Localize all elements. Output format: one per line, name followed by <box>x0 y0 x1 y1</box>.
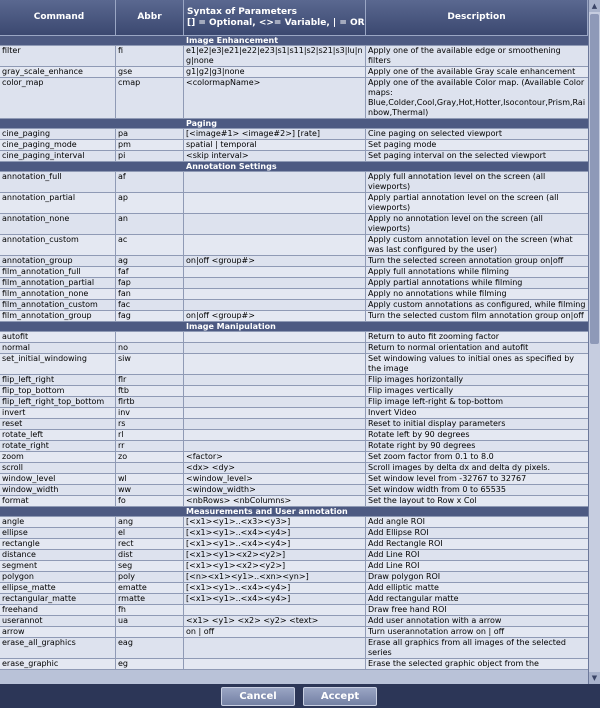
syntax-cell <box>184 375 366 385</box>
abbr-cell: rr <box>116 441 184 451</box>
syntax-cell <box>184 214 366 234</box>
command-cell: reset <box>0 419 116 429</box>
description-cell: Set window width from 0 to 65535 <box>368 485 506 494</box>
table-row[interactable] <box>0 235 588 256</box>
syntax-cell <box>184 278 366 288</box>
description-cell: Apply one of the available Color map. (Available Color maps: Blue,Colder,Cool,Gray,Hot,Hotter,Isocontour,Prism,Rainbow,Thermal) <box>368 78 586 117</box>
command-cell: normal <box>0 343 116 353</box>
abbr-cell: fag <box>116 311 184 321</box>
table-row[interactable] <box>0 496 588 507</box>
section-header <box>0 36 588 46</box>
abbr-cell: ac <box>116 235 184 255</box>
abbr-cell <box>116 332 184 342</box>
description-cell: Draw free hand ROI <box>368 605 447 614</box>
command-cell: autofit <box>0 332 116 342</box>
syntax-cell <box>184 267 366 277</box>
syntax-cell: on|off <group#> <box>184 311 366 321</box>
table-row[interactable] <box>0 172 588 193</box>
syntax-cell: [<x1><y1><x2><y2>] <box>184 561 366 571</box>
command-cell: zoom <box>0 452 116 462</box>
table-row[interactable] <box>0 441 588 452</box>
description-cell: Return to auto fit zooming factor <box>368 332 500 341</box>
description-cell: Erase all graphics from all images of the selected series <box>368 638 566 657</box>
description-cell: Set paging mode <box>368 140 437 149</box>
command-cell: color_map <box>0 78 116 118</box>
description-cell: Set windowing values to initial ones as specified by the image <box>368 354 575 373</box>
description-cell: Flip image left-right & top-bottom <box>368 397 504 406</box>
abbr-cell: flrtb <box>116 397 184 407</box>
abbr-cell: pa <box>116 129 184 139</box>
table-row[interactable] <box>0 594 588 605</box>
dialog-footer <box>0 684 600 708</box>
section-spacer <box>0 162 184 171</box>
description-cell: Apply custom annotation level on the screen (what was last configured by the user) <box>368 235 573 254</box>
description-cell: Rotate left by 90 degrees <box>368 430 470 439</box>
syntax-cell: g1|g2|g3|none <box>184 67 366 77</box>
table-row[interactable] <box>0 354 588 375</box>
syntax-cell: on|off <group#> <box>184 256 366 266</box>
table-row[interactable] <box>0 627 588 638</box>
command-cell: annotation_full <box>0 172 116 192</box>
command-cell: format <box>0 496 116 506</box>
syntax-cell: <factor> <box>184 452 366 462</box>
syntax-cell <box>184 354 366 374</box>
description-cell: Apply full annotations while filming <box>368 267 509 276</box>
abbr-cell: fap <box>116 278 184 288</box>
description-cell: Apply no annotation level on the screen (all viewports) <box>368 214 543 233</box>
description-cell: Add Line ROI <box>368 550 420 559</box>
section-spacer <box>0 36 184 45</box>
command-cell: filter <box>0 46 116 66</box>
command-cell: film_annotation_partial <box>0 278 116 288</box>
description-cell: Apply partial annotations while filming <box>368 278 523 287</box>
syntax-cell: [<x1><y1>..<x4><y4>] <box>184 539 366 549</box>
table-row[interactable] <box>0 528 588 539</box>
syntax-cell: <window_width> <box>184 485 366 495</box>
syntax-cell: <nbRows> <nbColumns> <box>184 496 366 506</box>
description-cell: Set the layout to Row x Col <box>368 496 477 505</box>
command-cell: gray_scale_enhance <box>0 67 116 77</box>
command-cell: annotation_group <box>0 256 116 266</box>
table-row[interactable] <box>0 419 588 430</box>
section-spacer <box>0 507 184 516</box>
syntax-cell: [<x1><y1><x2><y2>] <box>184 550 366 560</box>
table-row[interactable] <box>0 214 588 235</box>
section-header <box>0 162 588 172</box>
description-cell: Flip images horizontally <box>368 375 464 384</box>
abbr-cell: ang <box>116 517 184 527</box>
table-row[interactable] <box>0 78 588 119</box>
table-row[interactable] <box>0 332 588 343</box>
table-row[interactable] <box>0 517 588 528</box>
description-cell: Scroll images by delta dx and delta dy pixels. <box>368 463 551 472</box>
command-cell: window_width <box>0 485 116 495</box>
section-title: Measurements and User annotation <box>186 507 348 516</box>
header-abbr: Abbr <box>116 0 184 36</box>
abbr-cell: poly <box>116 572 184 582</box>
command-cell: angle <box>0 517 116 527</box>
table-row[interactable] <box>0 289 588 300</box>
section-spacer <box>0 322 184 331</box>
table-row[interactable] <box>0 485 588 496</box>
description-cell: Erase the selected graphic object from the <box>368 659 539 668</box>
abbr-cell <box>116 627 184 637</box>
syntax-cell <box>184 605 366 615</box>
description-cell: Add Line ROI <box>368 561 420 570</box>
header-command: Command <box>0 0 116 36</box>
command-cell: annotation_custom <box>0 235 116 255</box>
command-cell: ellipse <box>0 528 116 538</box>
section-title: Image Enhancement <box>186 36 279 45</box>
abbr-cell: ag <box>116 256 184 266</box>
abbr-cell: zo <box>116 452 184 462</box>
description-cell: Set zoom factor from 0.1 to 8.0 <box>368 452 494 461</box>
command-cell: erase_graphic <box>0 659 116 669</box>
command-cell: annotation_partial <box>0 193 116 213</box>
accept-button[interactable]: Accept <box>303 687 377 706</box>
abbr-cell: ftb <box>116 386 184 396</box>
cancel-button[interactable]: Cancel <box>221 687 295 706</box>
command-cell: film_annotation_none <box>0 289 116 299</box>
table-row[interactable] <box>0 386 588 397</box>
abbr-cell: pi <box>116 151 184 161</box>
syntax-cell <box>184 332 366 342</box>
abbr-cell: ua <box>116 616 184 626</box>
section-header <box>0 119 588 129</box>
abbr-cell: fh <box>116 605 184 615</box>
header-syntax: Syntax of Parameters [] = Optional, <>= Variable, | = OR <box>184 0 366 36</box>
command-cell: erase_all_graphics <box>0 638 116 658</box>
command-cell: flip_left_right_top_bottom <box>0 397 116 407</box>
syntax-cell: <dx> <dy> <box>184 463 366 473</box>
table-row[interactable] <box>0 452 588 463</box>
abbr-cell: ematte <box>116 583 184 593</box>
command-cell: rectangle <box>0 539 116 549</box>
abbr-cell <box>116 463 184 473</box>
description-cell: Add elliptic matte <box>368 583 439 592</box>
abbr-cell: cmap <box>116 78 184 118</box>
description-cell: Rotate right by 90 degrees <box>368 441 476 450</box>
abbr-cell: an <box>116 214 184 234</box>
table-row[interactable] <box>0 129 588 140</box>
command-cell: annotation_none <box>0 214 116 234</box>
table-body <box>0 36 588 670</box>
syntax-cell <box>184 300 366 310</box>
table-row[interactable] <box>0 46 588 67</box>
syntax-cell: <x1> <y1> <x2> <y2> <text> <box>184 616 366 626</box>
command-cell: film_annotation_full <box>0 267 116 277</box>
table-row[interactable] <box>0 300 588 311</box>
table-row[interactable] <box>0 474 588 485</box>
command-cell: flip_left_right <box>0 375 116 385</box>
syntax-cell: [<x1><y1>..<x4><y4>] <box>184 583 366 593</box>
table-header <box>0 0 588 36</box>
description-cell: Reset to initial display parameters <box>368 419 506 428</box>
syntax-cell: [<x1><y1>..<x4><y4>] <box>184 528 366 538</box>
description-cell: Turn the selected screen annotation group on|off <box>368 256 564 265</box>
table-row[interactable] <box>0 256 588 267</box>
abbr-cell: fo <box>116 496 184 506</box>
syntax-cell: on | off <box>184 627 366 637</box>
section-spacer <box>0 119 184 128</box>
syntax-cell <box>184 343 366 353</box>
syntax-cell: <window_level> <box>184 474 366 484</box>
abbr-cell: wl <box>116 474 184 484</box>
abbr-cell: eag <box>116 638 184 658</box>
table-row[interactable] <box>0 430 588 441</box>
description-cell: Apply full annotation level on the screen (all viewports) <box>368 172 546 191</box>
syntax-cell: <skip interval> <box>184 151 366 161</box>
syntax-cell <box>184 386 366 396</box>
table-row[interactable] <box>0 151 588 162</box>
syntax-cell: <colormapName> <box>184 78 366 118</box>
command-cell: scroll <box>0 463 116 473</box>
abbr-cell: seg <box>116 561 184 571</box>
description-cell: Add user annotation with a arrow <box>368 616 502 625</box>
command-cell: cine_paging_mode <box>0 140 116 150</box>
syntax-cell: spatial | temporal <box>184 140 366 150</box>
abbr-cell: ap <box>116 193 184 213</box>
syntax-cell <box>184 638 366 658</box>
description-cell: Apply one of the available Gray scale enhancement <box>368 67 576 76</box>
syntax-cell <box>184 397 366 407</box>
scroll-down-arrow-icon[interactable]: ▼ <box>589 672 600 684</box>
command-cell: segment <box>0 561 116 571</box>
vertical-scrollbar[interactable] <box>588 0 600 684</box>
header-description: Description <box>366 0 588 36</box>
syntax-cell: [<image#1> <image#2>] [rate] <box>184 129 366 139</box>
description-cell: Add Rectangle ROI <box>368 539 443 548</box>
syntax-cell <box>184 172 366 192</box>
syntax-cell <box>184 408 366 418</box>
description-cell: Turn userannotation arrow on | off <box>368 627 505 636</box>
table-row[interactable] <box>0 311 588 322</box>
description-cell: Draw polygon ROI <box>368 572 441 581</box>
syntax-cell: [<n><x1><y1>..<xn><yn>] <box>184 572 366 582</box>
abbr-cell: fan <box>116 289 184 299</box>
syntax-cell: [<x1><y1>..<x4><y4>] <box>184 594 366 604</box>
description-cell: Return to normal orientation and autofit <box>368 343 529 352</box>
description-cell: Turn the selected custom film annotation group on|off <box>368 311 584 320</box>
syntax-cell <box>184 430 366 440</box>
abbr-cell: rmatte <box>116 594 184 604</box>
command-cell: rotate_left <box>0 430 116 440</box>
syntax-cell <box>184 289 366 299</box>
command-cell: window_level <box>0 474 116 484</box>
section-title: Paging <box>186 119 217 128</box>
table-row[interactable] <box>0 408 588 419</box>
table-row[interactable] <box>0 539 588 550</box>
command-cell: film_annotation_group <box>0 311 116 321</box>
command-cell: freehand <box>0 605 116 615</box>
command-cell: arrow <box>0 627 116 637</box>
scroll-up-arrow-icon[interactable]: ▲ <box>589 0 600 12</box>
abbr-cell: ww <box>116 485 184 495</box>
abbr-cell: pm <box>116 140 184 150</box>
abbr-cell: af <box>116 172 184 192</box>
abbr-cell: eg <box>116 659 184 669</box>
syntax-cell <box>184 419 366 429</box>
section-title: Image Manipulation <box>186 322 276 331</box>
section-header <box>0 507 588 517</box>
description-cell: Cine paging on selected viewport <box>368 129 502 138</box>
abbr-cell: fac <box>116 300 184 310</box>
scrollbar-thumb[interactable] <box>590 14 599 344</box>
syntax-cell: [<x1><y1>..<x3><y3>] <box>184 517 366 527</box>
description-cell: Set window level from -32767 to 32767 <box>368 474 527 483</box>
description-cell: Add angle ROI <box>368 517 425 526</box>
description-cell: Apply one of the available edge or smoothening filters <box>368 46 561 65</box>
abbr-cell: flr <box>116 375 184 385</box>
abbr-cell: rect <box>116 539 184 549</box>
abbr-cell: inv <box>116 408 184 418</box>
command-cell: userannot <box>0 616 116 626</box>
abbr-cell: dist <box>116 550 184 560</box>
table-row[interactable] <box>0 343 588 354</box>
table-row[interactable] <box>0 616 588 627</box>
abbr-cell: rs <box>116 419 184 429</box>
section-header <box>0 322 588 332</box>
command-cell: cine_paging_interval <box>0 151 116 161</box>
abbr-cell: no <box>116 343 184 353</box>
command-cell: distance <box>0 550 116 560</box>
command-cell: cine_paging <box>0 129 116 139</box>
table-row[interactable] <box>0 278 588 289</box>
table-row[interactable] <box>0 605 588 616</box>
description-cell: Invert Video <box>368 408 417 417</box>
abbr-cell: fi <box>116 46 184 66</box>
section-title: Annotation Settings <box>186 162 277 171</box>
abbr-cell: siw <box>116 354 184 374</box>
table-row[interactable] <box>0 638 588 659</box>
description-cell: Add rectangular matte <box>368 594 459 603</box>
command-cell: invert <box>0 408 116 418</box>
abbr-cell: el <box>116 528 184 538</box>
description-cell: Flip images vertically <box>368 386 454 395</box>
table-row[interactable] <box>0 561 588 572</box>
syntax-cell <box>184 235 366 255</box>
table-row[interactable] <box>0 193 588 214</box>
description-cell: Apply no annotations while filming <box>368 289 507 298</box>
command-cell: polygon <box>0 572 116 582</box>
command-cell: flip_top_bottom <box>0 386 116 396</box>
table-row[interactable] <box>0 140 588 151</box>
table-row[interactable] <box>0 375 588 386</box>
description-cell: Set paging interval on the selected viewport <box>368 151 547 160</box>
table-row[interactable] <box>0 463 588 474</box>
syntax-cell <box>184 659 366 669</box>
description-cell: Apply partial annotation level on the screen (all viewports) <box>368 193 559 212</box>
table-row[interactable] <box>0 67 588 78</box>
command-cell: rectangular_matte <box>0 594 116 604</box>
table-row[interactable] <box>0 397 588 408</box>
command-cell: ellipse_matte <box>0 583 116 593</box>
description-cell: Apply custom annotations as configured, while filming <box>368 300 586 309</box>
abbr-cell: rl <box>116 430 184 440</box>
syntax-cell: e1|e2|e3|e21|e22|e23|s1|s11|s2|s21|s3|lu|ng|none <box>184 46 366 66</box>
syntax-cell <box>184 193 366 213</box>
table-row[interactable] <box>0 267 588 278</box>
table-row[interactable] <box>0 659 588 670</box>
description-cell: Add Ellipse ROI <box>368 528 429 537</box>
abbr-cell: faf <box>116 267 184 277</box>
command-cell: rotate_right <box>0 441 116 451</box>
abbr-cell: gse <box>116 67 184 77</box>
command-cell: set_initial_windowing <box>0 354 116 374</box>
table-row[interactable] <box>0 583 588 594</box>
table-row[interactable] <box>0 550 588 561</box>
syntax-cell <box>184 441 366 451</box>
table-row[interactable] <box>0 572 588 583</box>
command-cell: film_annotation_custom <box>0 300 116 310</box>
